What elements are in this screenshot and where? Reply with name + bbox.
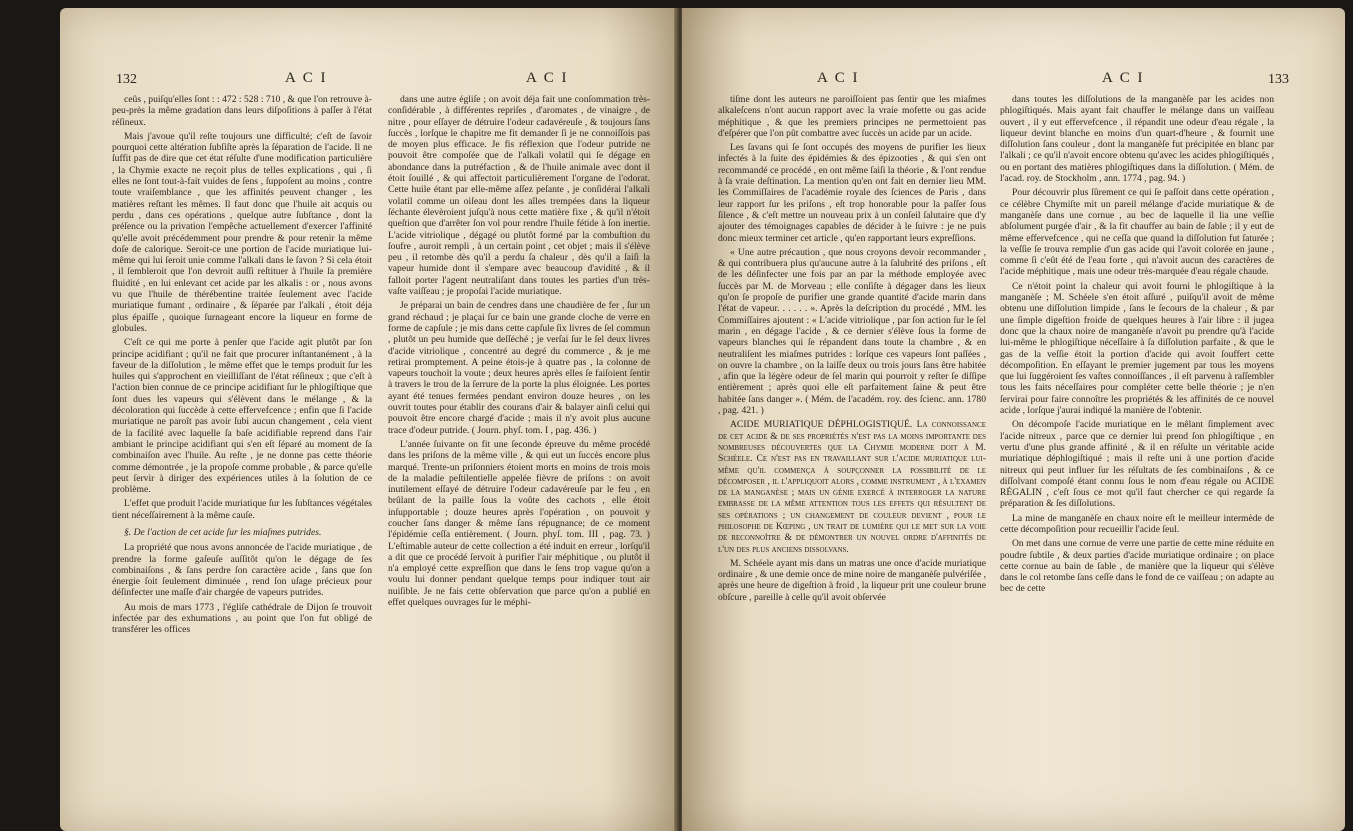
paragraph: La mine de manganèſe en chaux noire eſt le meilleur intermède de cette décompoſition pour recueillir l'acide ſeul. xyxy=(1000,512,1274,535)
paragraph: L'effet que produit l'acide muriatique ſur les ſubſtances végétales tient néceſſairement à la même cauſe. xyxy=(112,498,372,521)
right-page xyxy=(682,8,1345,831)
article-heading: ACIDE MURIATIQUE DÉPHLOGISTIQUÉ. La connoiſſance de cet acide & de ſes propriétés n'eſt pas la moins importante des nombreuſes découvertes que la Chymie moderne doit à M. Schéele. Ce n'eſt pas en travaillant ſur l'acide muriatique lui-même qu'il commença à ſoupçonner la poſſibilité de le décompoſer , il l'appliquoit alors , comme inſtrument , à l'examen de la manganèſe ; mais un génie exercé à interroger la nature embraſſe de la même attention tous les effets qui réſultent de ſes opérations ; un changement de couleur devient , pour le philoſophe de Kœping , un trait de lumière qui le met ſur la voie de reconnoître & de démontrer un nouvel ordre d'affinités de l'un des plus anciens diſſolvans. xyxy=(718,419,986,555)
left-page xyxy=(60,8,678,831)
left-page-column-2 xyxy=(388,94,650,824)
paragraph: dans une autre égliſe ; on avoit déja fait une conſommation très-conſidérable , à différentes repriſes , d'aromates , de vinaigre , de nitre , pour eſſayer de détruire l'odeur cadavéreuſe , & toujours ſans ſuccès , lorſque le chapitre me fit demander ſi je ne connoiſſois pas de moyen plus efficace. Je fis réflexion que l'odeur putride ne pouvoit être compoſée que de l'alkali volatil qui ſe dégage en abondance dans la putréfaction , & de l'huile animale avec dont il étoit ſouillé , & qui affectoit particulièrement l'organe de l'odorat. Cette huile étant par elle-même aſſez peſante , je conſidérai l'alkali volatil comme un oiſeau dont les aîles trempées dans la liqueur ſéchante élevèroient juſqu'à nous cette matière fixe , & qu'il n'étoit queſtion que d'arrêter ſon vol pour rendre l'huile fétide à ſon inertie. L'acide vitriolique , dégagé ou plutôt formé par la combuſtion du ſoufre , auroit rempli , à un certain point , cet objet ; mais il s'élève peu , il retombe dès qu'il a perdu ſa chaleur , dès qu'il a ſaiſi la vapeur humide dont il s'empare avec beaucoup d'avidité , & il falloit porter l'agent neutraliſant dans toutes les parties d'un très-vaſte vaiſſeau ; je propoſai l'acide muriatique. xyxy=(388,94,650,298)
paragraph: tiſme dont les auteurs ne paroiſſoient pas ſentir que les miaſmes alkaleſcens n'ont aucun rapport avec la vraie mofette ou gas acide méphitique , & que les premiers principes ne permettoient pas d'eſpérer que l'on pût combattre avec ſuccès un acide par un acide. xyxy=(718,94,986,139)
section-title: §. De l'action de cet acide ſur les miaſmes putrides. xyxy=(124,526,322,538)
left-page-column-1 xyxy=(112,94,372,824)
paragraph: Au mois de mars 1773 , l'égliſe cathédrale de Dijon ſe trouvoit infectée par des exhumations , au point que l'on fut obligé de transférer les offices xyxy=(112,601,372,636)
paragraph: Je préparai un bain de cendres dans une chaudière de fer , ſur un grand réchaud ; je plaçai ſur ce bain une grande cloche de verre en forme de capſule ; je mis dans cette capſule ſix livres de ſel commun , plutôt un peu humide que deſſéché ; je verſai ſur le ſel deux livres d'acide vitriolique , concentré au degré du commerce , & je me retirai promptement. A peine étois-je à quatre pas , la colonne de vapeurs touchoit la voute ; deux heures après elles ſe faiſoient ſentir à travers le trou de la ſerrure de la porte la plus éloignée. Les portes ayant été tenues fermées pendant environ douze heures , on les ouvrit toutes pour établir des courans d'air & balayer ainſi celui qui pouvoit être encore chargé d'acide ; mais il n'y avoit plus aucune trace d'odeur putride. ( Journ. phyſ. tom. I , pag. 436. ) xyxy=(388,300,650,436)
paragraph: La propriété que nous avons annoncée de l'acide muriatique , de prendre la forme gaſeuſe auſſitôt qu'on le dégage de ſes combinaiſons , & ſans perdre ſon caractère acide , ſans que ſon énergie ſoit ſeulement diminuée , rend ſon uſage précieux pour déſinfecter une maſſe d'air chargée de vapeurs putrides. xyxy=(112,542,372,599)
page-number-left: 132 xyxy=(116,72,137,87)
running-header-right-1: A C I xyxy=(817,70,860,86)
running-header-right-2: A C I xyxy=(1102,70,1145,86)
paragraph: C'eſt ce qui me porte à penſer que l'acide agit plutôt par ſon principe acidifiant ; qu'il ne fait que procurer inſtantanément , à la faveur de la diſſolution , le même effet que le temps produit ſur les huiles qui s'approchent en vieilliſſant de l'état réſineux ; que c'eſt à l'action bien connue de ce principe acidifiant ſur le phlogiſtique que ſont dues les vapeurs qui s'élèvent dans le mélange , & la décoloration qui ſuccède à cette effervefcence ; enfin que ſi l'acide muriatique ne paroît pas avoir ſubi aucun changement , cela vient de la facilité avec laquelle ſa baſe acidifiable reprend dans l'air ambiant le principe acidifiant qui s'en eſt ſéparé au moment de ſa combinaiſon avec l'huile. Au reſte , je ne donne pas cette théorie comme démontrée , je la propoſe comme probable , & parce qu'elle peut ſervir à diriger des expériences utiles à la ſolution de ce problème. xyxy=(112,337,372,496)
paragraph: Pour découvrir plus ſûrement ce qui ſe paſſoit dans cette opération , ce célèbre Chymiſte mit un pareil mélange d'acide muriatique & de manganèſe dans une cornue , au bec de laquelle il lia une veſſie abſolument purgée d'air , & la fit chauffer au bain de ſable ; il y eut de même effervefcence , qui ne ceſſa que quand la diſſolution fut ſaturée ; la veſſie ſe trouva remplie d'un gas acide qui l'avoit colorée en jaune , comme ſi c'eût été de l'eau forte , qui n'avoit aucun des caractères de l'acide méphitique , mais une odeur très-marquée d'eau régale chaude. xyxy=(1000,187,1274,278)
paragraph: On décompoſe l'acide muriatique en le mêlant ſimplement avec l'acide nitreux , parce que ce dernier lui prend ſon phlogiſtique , en vertu d'une plus grande affinité , & il en réſulte un véritable acide muriatique déphlogiſtiqué ; mais il reſte uni à une portion d'acide nitreux qui peut influer ſur les réſultats de ſes combinaiſons , & ce diſſolvant compoſé étant connu ſous le nom d'eau régale ou ACIDE RÉGALIN , c'eſt ſous ce mot qu'il faut chercher ce qui regarde ſa préparation & ſes diſſolutions. xyxy=(1000,419,1274,510)
running-header-left-2: A C I xyxy=(526,70,569,86)
paragraph: Ce n'étoit point la chaleur qui avoit fourni le phlogiſtique à la manganèſe ; M. Schéele s'en étoit aſſuré , puiſqu'il avoit de même obtenu une diſſolution limpide , ſans le ſecours de la chaleur , & par une ſimple digeſtion froide de quelques heures à l'air libre : il jugea donc que la chaux noire de manganèſe n'avoit pu prendre qu'à l'acide lui-même le phlogiſtique néceſſaire à ſa diſſolution parfaite , & que le gas de la veſſie étoit la portion d'acide qui avoit ſouffert cette décompoſition. En eſſayant le premier jugement par tous les moyens que lui ſuggéroient ſes vaſtes connoiſſances , il eſt parvenu à raſſembler tous les faits néceſſaires pour compléter cette belle théorie ; je n'en ſervirai pour faire connoître les propriétés & les affinités de ce nouvel acide , lorſque j'aurai indiqué la manière de l'obtenir. xyxy=(1000,280,1274,417)
paragraph: M. Schéele ayant mis dans un matras une once d'acide muriatique ordinaire , & une demie once de mine noire de manganèſe pulvériſée , après une heure de digeſtion à froid , la liqueur prit une couleur brune obſcure , pareille à celle qu'il avoit obſervée xyxy=(718,557,986,603)
right-page-column-2 xyxy=(1000,94,1274,824)
paragraph: Les ſavans qui ſe ſont occupés des moyens de purifier les lieux infectés à la ſuite des épidémies & des épizooties , & qui s'en ont recommandé ce procédé , en ont même ſaiſi la théorie , & l'ont rendue à ſa vraie deſtination. La mention qu'en ont fait en dernier lieu MM. les Commiſſaires de l'académie royale des ſciences de Paris , dans leur rapport ſur les priſons , eſt trop honorable pour la paſſer ſous ſilence , & c'eſt mettre un nouveau prix à un conſeil ſalutaire que d'y ajouter des témoignages capables de décider à le ſuivre : je ne puis donc mieux terminer cet article , qu'en rapportant leurs expreſſions. xyxy=(718,142,986,244)
right-page-column-1 xyxy=(718,94,986,824)
running-header-left-1: A C I xyxy=(285,70,328,86)
paragraph: Mais j'avoue qu'il reſte toujours une difficulté; c'eſt de ſavoir pourquoi cette altération ſubſiſte après la ſéparation de l'acide. Il ne ſuffit pas de dire que cet état réſulte d'une modification particulière , la Chymie exacte ne reçoit plus de telles explications , qui , ſi elles ne ſont tout-à-fait vuides de ſens , ſuppoſent au moins , contre toute vraiſemblance , que les affinités peuvent changer , les matières reſtant les mêmes. Il faut donc que l'huile ait acquis ou perdu , dans ces opérations , quelque autre ſubſtance , dont la préſence ou la privation l'empêche actuellement d'exercer l'affinité qu'elle avoit précédemment pour prendre & pour retenir la même doſe de calorique. Seroit-ce une portion de l'acide muriatique lui-même qui lui ſeroit unie comme l'alkali dans le ſavon ? Si cela étoit , il ſembleroit que l'on devroit auſſi reſtituer à l'huile ſa première fluidité , en lui enlevant cet acide par les alkalis : or , nous avons vu que l'huile de thérébentine traitée ſeulement avec l'acide muriatique fumant , ordinaire , & ſéparée par l'alkali , étoit déja plus épaiſſe , quoique ſurnageant encore la liqueur en forme de globules. xyxy=(112,130,372,334)
paragraph: L'année ſuivante on fit une ſeconde épreuve du même procédé dans les priſons de la même ville , & qui eut un ſuccès encore plus marqué. Trente-un priſonniers étoient morts en moins de trois mois de la maladie peſtilentielle appelée fièvre de priſons : on avoit inutilement eſſayé de détruire l'odeur cadavéreuſe par le feu , en brûlant de la paille ſous la voûte des cachots , elle étoit inſupportable ; douze heures après l'opération , on pouvoit y coucher ſans danger & même ſans répugnance; de ce moment l'épidémie ceſſa entièrement. ( Journ. phyſ. tom. III , pag. 73. ) L'eſtimable auteur de cette collection a été induit en erreur , lorſqu'il a dit que ce procédé ſervoit à purifier l'air méphitique , ou plutôt il n'a employé cette expreſſion que dans le ſens trop vague qu'on a voulu lui donner pendant quelque temps pour indiquer tout air nuiſible. Je ne fais cette obſervation que parce qu'on a publié en effet quelques ouvrages ſur le méphi- xyxy=(388,438,650,609)
open-book xyxy=(60,8,1345,831)
paragraph: ceûs , puiſqu'elles ſont : : 472 : 528 : 710 , & que l'on retrouve à-peu-près la même gradation dans leurs diſpoſitions à paſſer à l'état réſineux. xyxy=(112,94,372,128)
paragraph: dans toutes les diſſolutions de la manganèſe par les acides non phlogiſtiqués. Mais ayant fait chauffer le mélange dans un vaiſſeau ouvert , il y eut effervefcence , il répandit une odeur d'eau régale , la liqueur devint blanche en moins d'un quart-d'heure , & fournit une diſſolution ſans couleur , dont la manganèſe fut précipitée en blanc par l'alkali ; ce qu'il n'avoit encore obtenu qu'avec les acides phlogiſtiqués , ou en portant des matières phlogiſtiques dans la diſſolution. ( Mém. de l'acad. roy. de Stockholm , ann. 1774 , pag. 94. ) xyxy=(1000,94,1274,185)
paragraph: « Une autre précaution , que nous croyons devoir recommander , & qui contribuera plus qu'aucune autre à la ſalubrité des priſons , eſt de les déſinfecter une fois par an par la méthode employée avec ſuccès par M. de Morveau ; elle conſiſte à dégager dans les lieux qu'on ſe propoſe de purifier une grande quantité d'acide marin dans l'état de vapeur. . . . . . ». Après la deſcription du procédé , MM. les Commiſſaires ajoutent : « L'acide vitriolique , par ſon action ſur le ſel marin , en dégage l'acide , & ce dernier s'élève ſous la forme de vapeurs blanches qui ſe répandent dans toute la chambre , & en neutraliſent les miaſmes putrides : lorſque ces vapeurs ſont paſſées , on ouvre la chambre , on la laiſſe deux ou trois jours ſans être habitée , afin que la légère odeur de ſel marin qui pourroit y reſter ſe diſſipe entièrement ; après quoi elle eſt parfaitement ſaine & peut être habitée ſans danger ». ( Mém. de l'académ. roy. des ſcienc. ann. 1780 , pag. 421. ) xyxy=(718,246,986,417)
paragraph: On met dans une cornue de verre une partie de cette mine réduite en poudre ſubtile , & deux parties d'acide muriatique ordinaire ; on place cette cornue au bain de ſable , de manière que la liqueur qui s'élève dans le col retombe ſans ceſſe dans le fond de ce vaiſſeau ; on adapte au bec de cette xyxy=(1000,538,1274,595)
page-number-right: 133 xyxy=(1268,72,1289,87)
